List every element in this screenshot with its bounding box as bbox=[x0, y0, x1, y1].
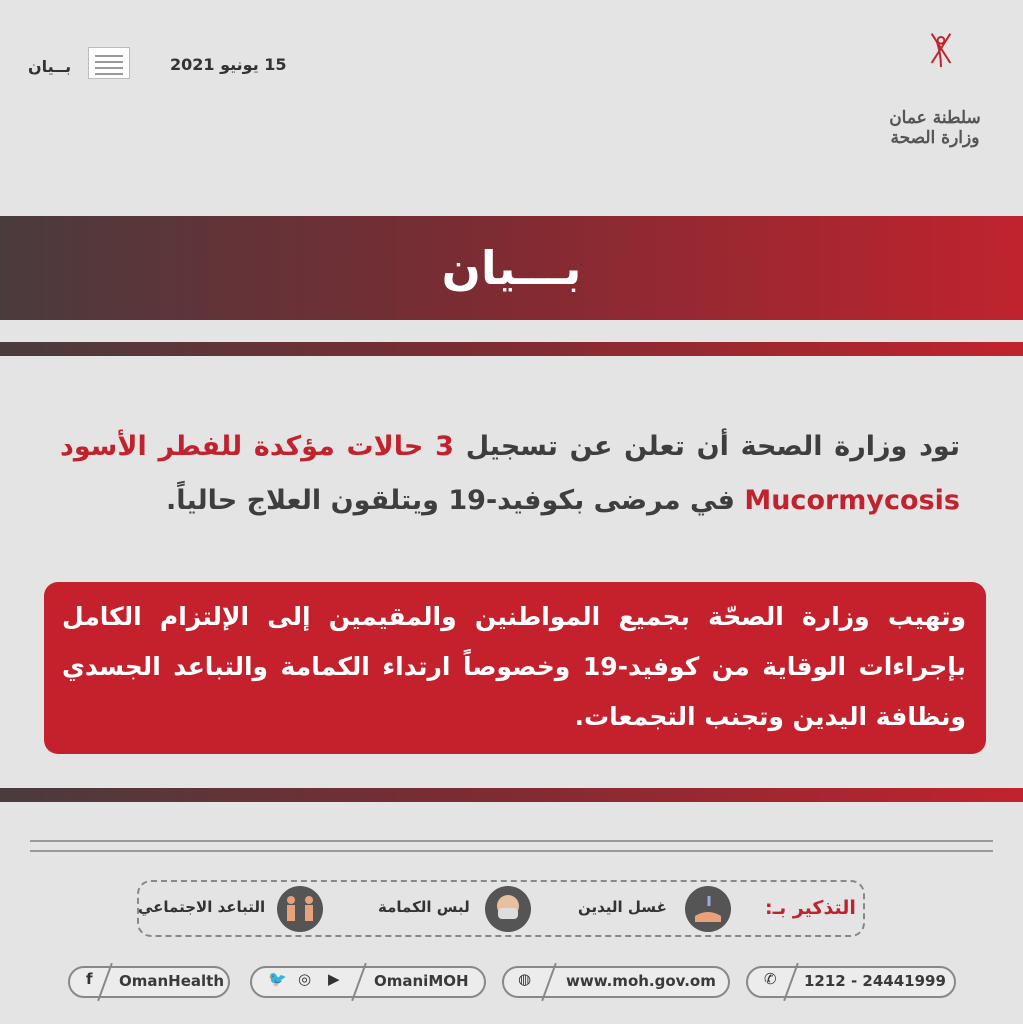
ministry-name-line1: سلطنة عمان bbox=[889, 108, 981, 128]
statement-part3: في مرضى بكوفيد-19 ويتلقون العلاج حالياً. bbox=[166, 485, 745, 516]
reminder-label: التذكير بـ: bbox=[765, 897, 856, 919]
divider-stripe-bottom bbox=[0, 788, 1023, 802]
globe-icon: ◍ bbox=[518, 970, 532, 988]
thin-divider-1 bbox=[30, 840, 993, 842]
ministry-name bbox=[880, 108, 990, 148]
thin-divider-2 bbox=[30, 850, 993, 852]
website-link[interactable]: www.moh.gov.om bbox=[566, 972, 716, 990]
phone-number[interactable]: 1212 - 24441999 bbox=[804, 972, 946, 990]
mask-icon bbox=[485, 886, 531, 932]
case-count: 3 bbox=[435, 431, 454, 462]
facebook-icon: f bbox=[86, 970, 93, 988]
statement-date: 15 يونيو 2021 bbox=[170, 55, 287, 74]
banner-title: بـــيان bbox=[441, 241, 582, 295]
facebook-handle[interactable]: OmanHealth bbox=[119, 972, 225, 990]
reminder-item-distance: التباعد الاجتماعي bbox=[138, 898, 266, 916]
hand-wash-icon bbox=[685, 886, 731, 932]
disease-term: Mucormycosis bbox=[744, 485, 960, 516]
phone-icon: ✆ bbox=[764, 970, 777, 988]
ministry-name-line2: وزارة الصحة bbox=[890, 128, 980, 148]
header-label: بــيان bbox=[28, 57, 72, 76]
statement-highlight: حالات مؤكدة للفطر الأسود bbox=[60, 431, 436, 462]
instagram-icon[interactable]: ◎ bbox=[298, 970, 312, 988]
reminder-item-mask: لبس الكمامة bbox=[378, 898, 470, 916]
ministry-logo bbox=[880, 15, 990, 115]
social-distance-icon bbox=[277, 886, 323, 932]
appeal-text: وتهيب وزارة الصحّة بجميع المواطنين والمقيمين إلى الإلتزام الكامل بإجراءات الوقاية من كوفيد-19 وخصوصاً ارتداء الكمامة والتباعد الجسدي ونظافة اليدين وتجنب التجمعات. bbox=[62, 602, 966, 731]
reminder-item-hand-wash: غسل اليدين bbox=[578, 898, 667, 916]
document-icon bbox=[88, 47, 130, 79]
statement-part1: تود وزارة الصحة أن تعلن عن تسجيل bbox=[453, 431, 960, 462]
statement-paragraph bbox=[60, 420, 960, 528]
social-handle[interactable]: OmaniMOH bbox=[374, 972, 469, 990]
divider-stripe-top bbox=[0, 342, 1023, 356]
twitter-icon[interactable]: 🐦 bbox=[268, 970, 287, 988]
youtube-icon[interactable]: ▶ bbox=[328, 970, 340, 988]
